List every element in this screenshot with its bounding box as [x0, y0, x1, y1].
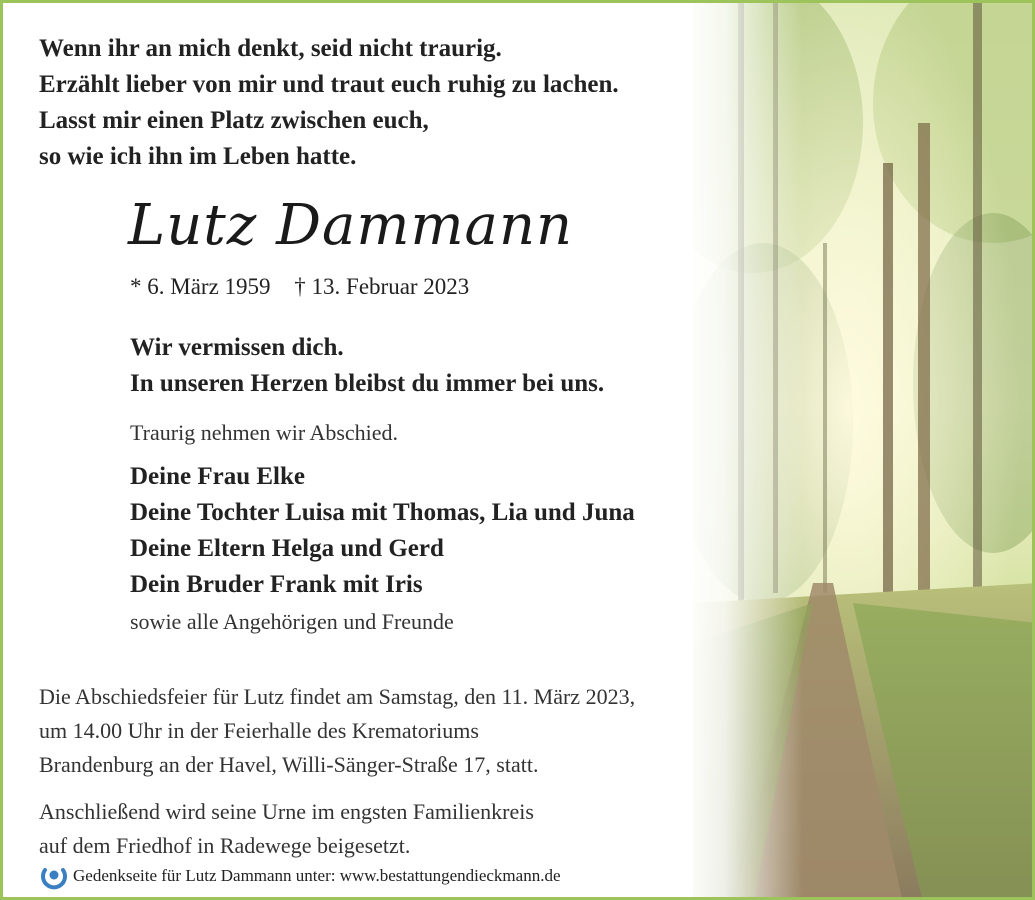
ceremony-line: Brandenburg an der Havel, Willi-Sänger-Straße 17, statt. [39, 752, 539, 777]
poem-line: Wenn ihr an mich denkt, seid nicht traurig. [39, 35, 502, 62]
family-member: Deine Eltern Helga und Gerd [130, 535, 444, 562]
farewell-intro: Traurig nehmen wir Abschied. [130, 420, 399, 445]
family-member: Dein Bruder Frank mit Iris [130, 571, 423, 598]
birth-date: * 6. März 1959 [130, 274, 271, 299]
ceremony-line: Die Abschiedsfeier für Lutz findet am Samstag, den 11. März 2023, [39, 684, 636, 709]
image-fade-overlay [683, 3, 803, 900]
relatives-line: sowie alle Angehörigen und Freunde [130, 609, 454, 634]
miss-message [130, 330, 604, 402]
miss-line: Wir vermissen dich. [130, 334, 344, 361]
family-member: Deine Frau Elke [130, 463, 305, 490]
miss-line: In unseren Herzen bleibst du immer bei uns. [130, 370, 605, 397]
death-date: † 13. Februar 2023 [294, 274, 470, 299]
funeral-home-logo-icon [39, 862, 69, 892]
poem [39, 31, 619, 175]
family-list [130, 459, 635, 603]
poem-line: Erzählt lieber von mir und traut euch ruhig zu lachen. [39, 71, 619, 98]
deceased-name: Lutz Dammann [128, 193, 574, 258]
memorial-page-footer: Gedenkseite für Lutz Dammann unter: www.bestattungendieckmann.de [73, 866, 561, 885]
family-member: Deine Tochter Luisa mit Thomas, Lia und Juna [130, 499, 635, 526]
burial-line: auf dem Friedhof in Radewege beigesetzt. [39, 833, 411, 858]
ceremony-line: um 14.00 Uhr in der Feierhalle des Krematoriums [39, 718, 479, 743]
poem-line: Lasst mir einen Platz zwischen euch, [39, 107, 429, 134]
burial-info [39, 795, 534, 863]
burial-line: Anschließend wird seine Urne im engsten Familienkreis [39, 799, 534, 824]
ceremony-info [39, 680, 635, 782]
poem-line: so wie ich ihn im Leben hatte. [39, 143, 357, 170]
life-dates [130, 274, 469, 300]
